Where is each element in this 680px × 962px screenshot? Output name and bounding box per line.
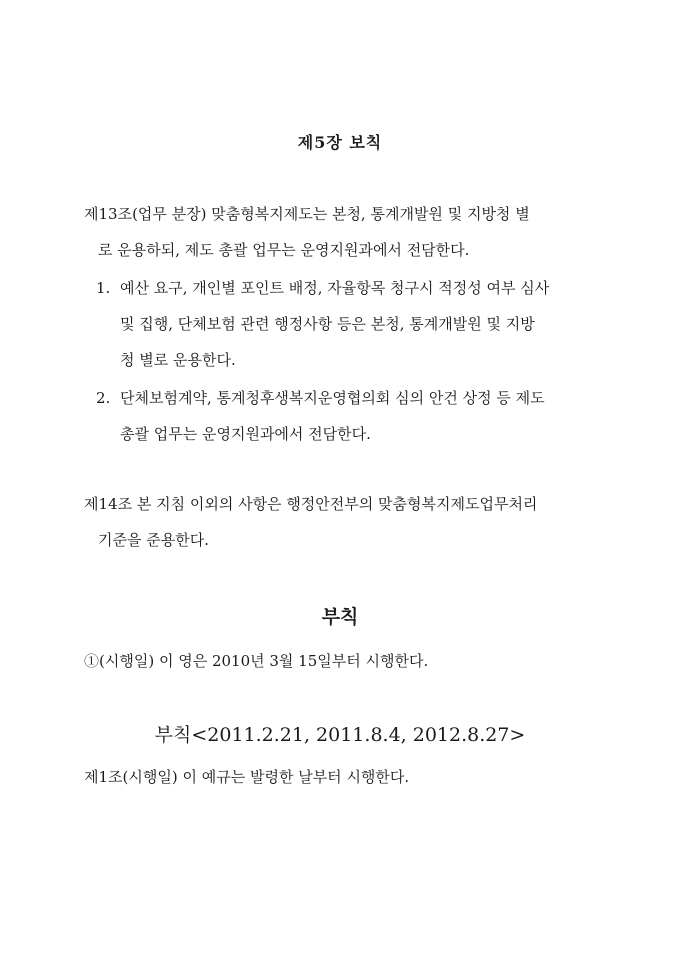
item-text-line: 청 별로 운용한다.: [120, 351, 236, 369]
chapter-title: 제5장 보칙: [297, 133, 383, 152]
article-13-item-1: [96, 270, 606, 378]
item-text-line: 총괄 업무는 운영지원과에서 전담한다.: [120, 425, 371, 443]
item-text-line: 및 집행, 단체보험 관련 행정사항 등은 본청, 통계개발원 및 지방: [120, 315, 535, 333]
article-13-line-2: 로 운용하되, 제도 총괄 업무는 운영지원과에서 전담한다.: [98, 241, 470, 259]
item-text-line: 단체보험계약, 통계청후생복지운영협의회 심의 안건 상정 등 제도: [120, 389, 545, 407]
addendum-title: 부칙: [321, 606, 359, 628]
article-14: [84, 486, 604, 558]
item-number: 2.: [96, 389, 111, 407]
addendum-effective-date: ①(시행일) 이 영은 2010년 3월 15일부터 시행한다.: [84, 652, 429, 670]
article-13-line-1: 제13조(업무 분장) 맞춤형복지제도는 본청, 통계개발원 및 지방청 별: [84, 205, 530, 223]
addendum-amendment-title: 부칙<2011.2.21, 2011.8.4, 2012.8.27>: [154, 724, 526, 746]
addendum-amendment-article-1: 제1조(시행일) 이 예규는 발령한 날부터 시행한다.: [84, 768, 410, 786]
article-13-item-2: [96, 380, 606, 452]
article-14-line-1: 제14조 본 지침 이외의 사항은 행정안전부의 맞춤형복지제도업무처리: [84, 495, 538, 513]
article-14-line-2: 기준을 준용한다.: [98, 531, 209, 549]
item-text-line: 예산 요구, 개인별 포인트 배정, 자율항목 청구시 적정성 여부 심사: [120, 279, 550, 297]
item-number: 1.: [96, 279, 111, 297]
article-13: [84, 196, 604, 268]
